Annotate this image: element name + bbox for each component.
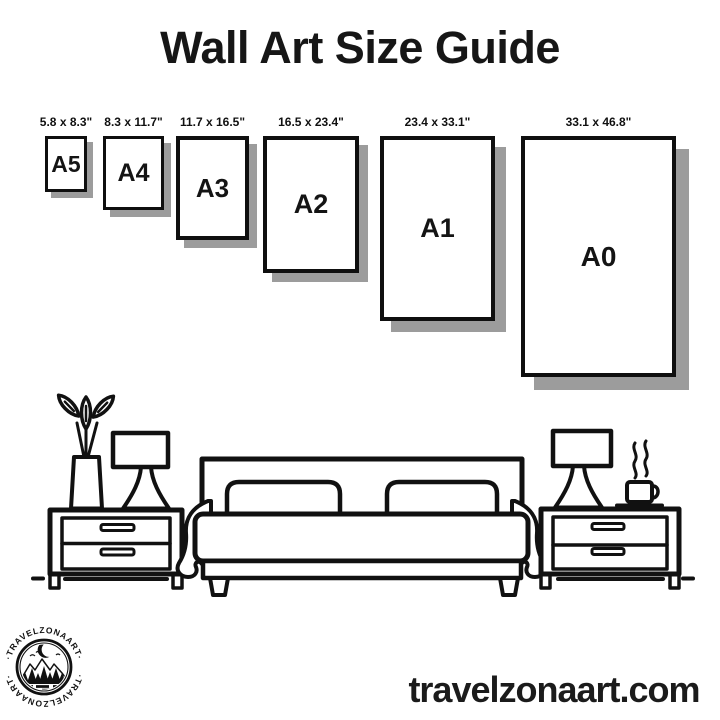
logo-arc-text-top: ·TRAVELZONAART· [2,624,86,661]
size-label-a2: A2 [293,189,329,219]
size-dimensions-a4: 8.3 x 11.7" [104,115,163,129]
drawer-handle-icon [592,549,624,555]
logo-arc-text-bottom: ·TRAVELZONAART· [2,673,86,710]
size-label-a0: A0 [580,240,617,272]
size-label-a3: A3 [195,172,230,203]
size-label-a4: A4 [117,158,150,187]
plant-vase-icon [55,392,116,508]
drawer-handle-icon [101,549,134,555]
coffee-cup-icon [617,441,662,506]
left-nightstand-icon [50,510,182,588]
logo-badge [0,620,92,716]
steam-icon [634,443,636,478]
pillow-icon [227,482,340,515]
table-lamp-icon [553,431,611,508]
drawer-handle-icon [592,524,624,530]
size-label-a5: A5 [51,150,81,177]
size-label-a1: A1 [420,213,455,243]
website-url: travelzonaart.com [408,669,700,710]
size-dimensions-a5: 5.8 x 8.3" [39,115,93,129]
drawer-handle-icon [101,525,134,531]
page-title: Wall Art Size Guide [160,22,560,73]
size-dimensions-a3: 11.7 x 16.5" [179,115,246,129]
bedroom-illustration [0,385,720,603]
double-bed-icon [178,459,546,595]
table-lamp-icon [113,433,169,509]
steam-icon [645,441,647,476]
size-dimensions-a1: 23.4 x 33.1" [404,115,471,129]
size-dimensions-a2: 16.5 x 23.4" [278,115,344,129]
size-dimensions-a0: 33.1 x 46.8" [565,115,632,129]
right-nightstand-icon [541,509,679,588]
pillow-icon [387,482,497,515]
